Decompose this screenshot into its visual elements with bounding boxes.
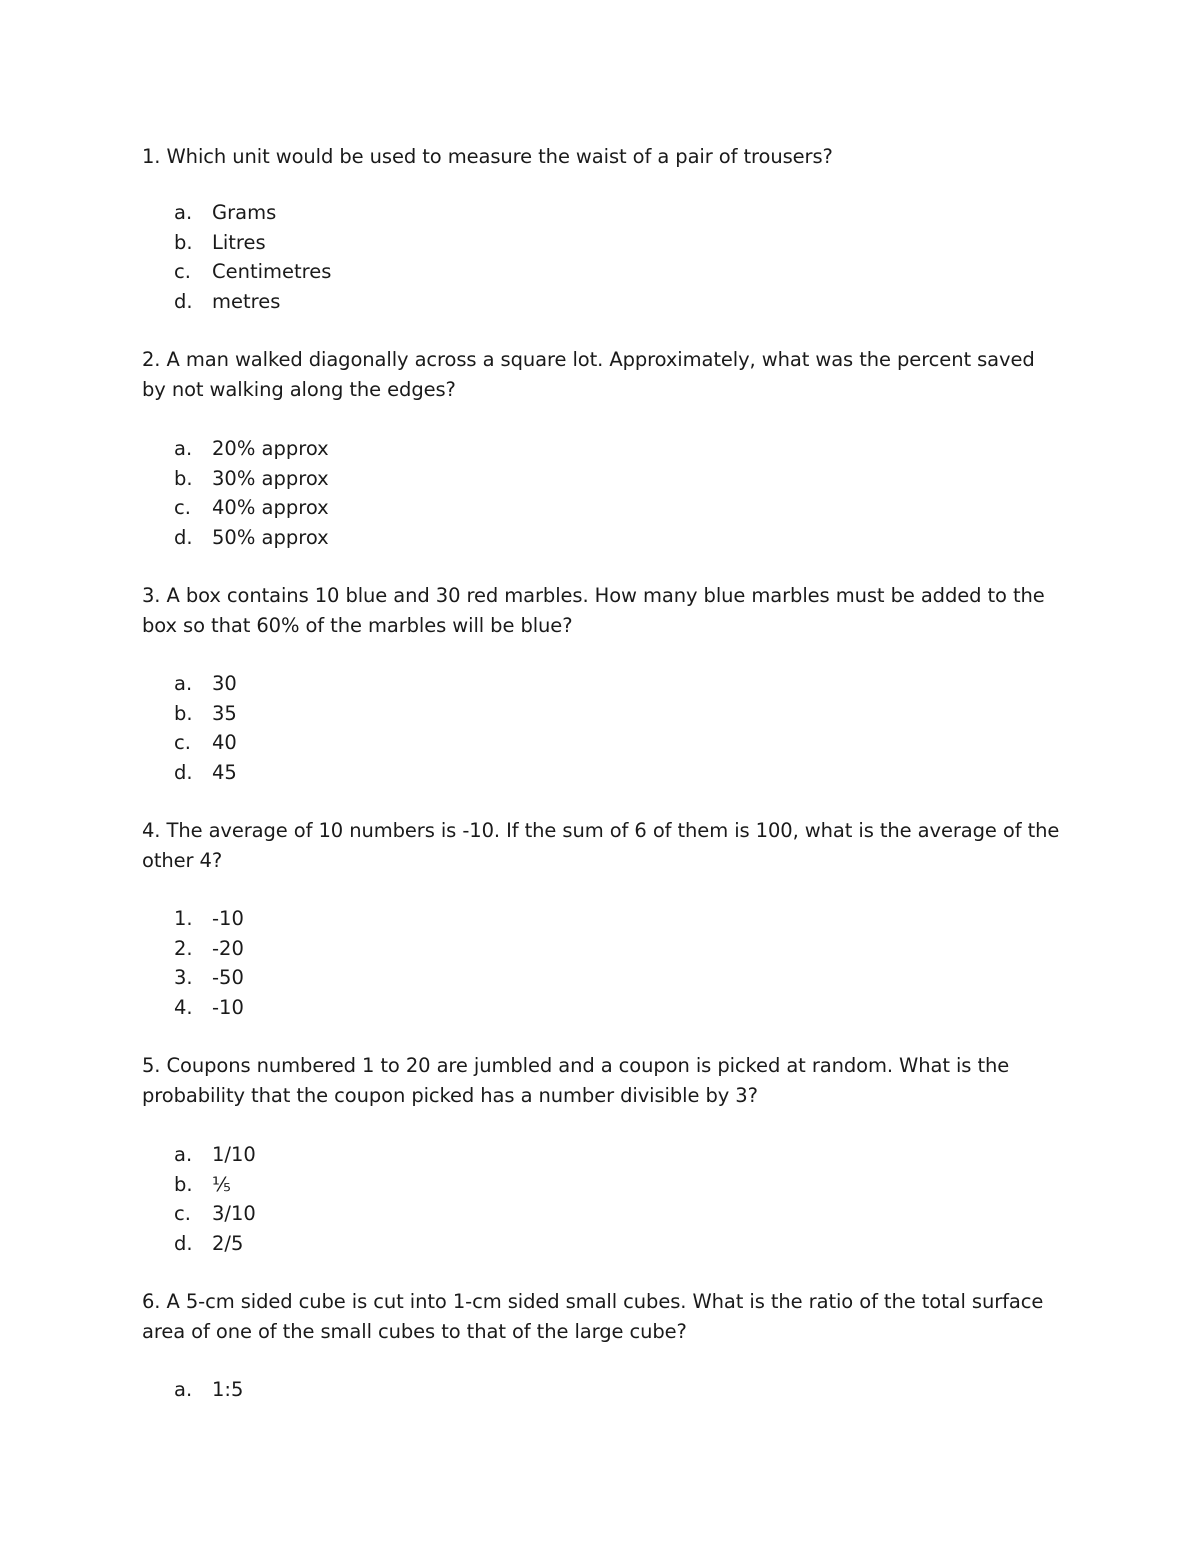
option-marker: a. [174,1378,193,1401]
option-text: -20 [212,936,244,960]
option-marker: c. [174,260,191,284]
option-marker: 1. [174,907,193,930]
option-text: Centimetres [212,260,332,284]
option-text: 40 [212,731,237,755]
option-text: 50% approx [212,525,329,549]
option-marker: a. [174,672,193,695]
question-1-option-b [0,228,600,258]
question-3-option-d [0,758,600,788]
option-marker: b. [174,1172,193,1196]
option-marker: 3. [174,966,193,990]
question-1-text: 1. Which unit would be used to measure the waist of a pair of trousers? [142,145,833,168]
option-marker: a. [174,1143,193,1166]
question-5-text: 5. Coupons numbered 1 to 20 are jumbled and a coupon is picked at random. What is the probability that the coupon picked has a number divisible by 3? [142,1054,1010,1107]
option-marker: d. [174,289,193,313]
question-2-text: 2. A man walked diagonally across a square lot. Approximately, what was the percent saved by not walking along the edges? [142,348,1035,401]
option-marker: c. [174,731,191,755]
option-text: 3/10 [212,1202,256,1226]
question-4-option-4 [0,993,600,1023]
question-3-option-a [0,669,600,699]
question-2-option-a [0,434,600,464]
question-5-option-d [0,1229,600,1259]
question-6-option-a [0,1375,600,1405]
question-5-option-a [0,1140,600,1170]
question-3-option-b [0,699,600,729]
option-text: metres [212,289,281,313]
question-3-text: 3. A box contains 10 blue and 30 red marbles. How many blue marbles must be added to the box so that 60% of the marbles will be blue? [142,584,1045,637]
option-text: -10 [212,995,244,1019]
option-text: 35 [212,701,237,725]
question-1-option-d [0,287,600,317]
option-marker: b. [174,701,193,725]
option-marker: b. [174,230,193,254]
question-2-option-c [0,493,600,523]
question-6-text: 6. A 5-cm sided cube is cut into 1-cm sided small cubes. What is the ratio of the total surface area of one of the small cubes to that of the large cube? [142,1290,1044,1343]
question-4-text: 4. The average of 10 numbers is -10. If the sum of 6 of them is 100, what is the average of the other 4? [142,819,1060,872]
question-1-option-a [0,198,600,228]
option-text: -10 [212,907,244,930]
option-marker: c. [174,496,191,520]
question-4-options [0,904,600,1022]
option-text: Litres [212,230,266,254]
option-marker: d. [174,1231,193,1255]
option-text: ⅕ [212,1172,231,1196]
question-4-option-1 [0,904,600,934]
option-text: 1/10 [212,1143,256,1166]
option-marker: d. [174,525,193,549]
question-3-options [0,669,600,787]
option-text: -50 [212,966,244,990]
option-text: 40% approx [212,496,329,520]
option-text: 1:5 [212,1378,244,1401]
option-marker: 2. [174,936,193,960]
option-marker: c. [174,1202,191,1226]
question-1-option-c [0,257,600,287]
question-5-options [0,1140,600,1258]
question-6-options [0,1375,600,1405]
option-text: 45 [212,760,237,784]
question-2-option-b [0,464,600,494]
question-4-option-2 [0,934,600,964]
question-4-option-3 [0,963,600,993]
question-1-options [0,198,600,316]
option-text: 2/5 [212,1231,244,1255]
option-text: Grams [212,201,277,224]
option-marker: a. [174,201,193,224]
option-marker: 4. [174,995,193,1019]
question-5-option-c [0,1199,600,1229]
option-text: 30% approx [212,466,329,490]
option-marker: b. [174,466,193,490]
question-2-option-d [0,523,600,553]
option-marker: d. [174,760,193,784]
option-text: 30 [212,672,237,695]
option-text: 20% approx [212,437,329,460]
option-marker: a. [174,437,193,460]
question-5-option-b [0,1170,600,1200]
question-3-option-c [0,728,600,758]
question-2-options [0,434,600,552]
